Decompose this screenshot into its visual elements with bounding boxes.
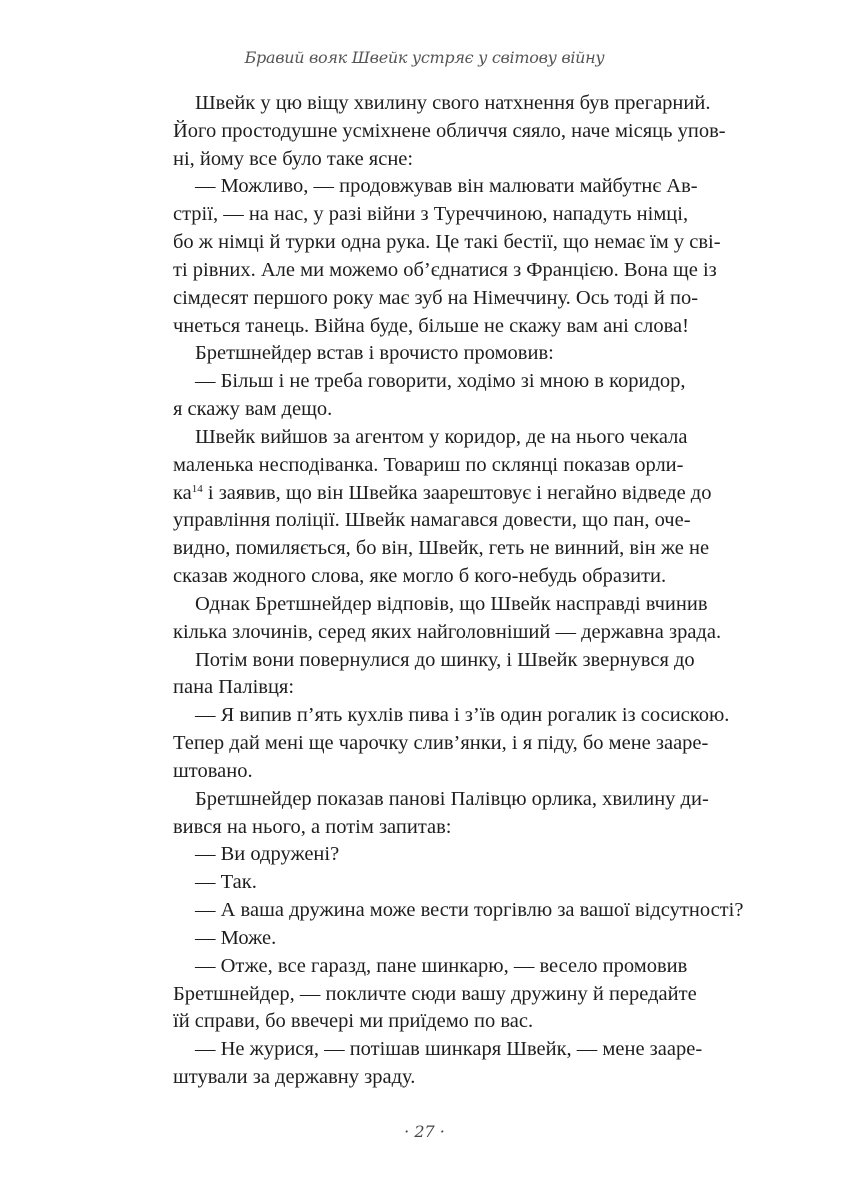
text-line: — Можливо, — продовжував він малювати майбутнє Ав-	[195, 175, 698, 198]
text-line: Бретшнейдер, — покличте сюди вашу дружину й передайте	[173, 982, 697, 1005]
text-line: чнеться танець. Війна буде, більше не скажу вам ані слова!	[173, 314, 689, 337]
text-line: — Так.	[195, 871, 257, 894]
text-line: Потім вони повернулися до шинку, і Швейк звернувся до	[195, 648, 695, 671]
text-line: Бретшнейдер показав панові Палівцю орлика, хвилину ди-	[195, 787, 709, 810]
body-text	[173, 90, 744, 1092]
text-line: Швейк у цю віщу хвилину свого натхнення був прегарний.	[195, 92, 711, 114]
running-head: Бравий вояк Швейк устряє у світову війну	[244, 48, 605, 67]
text-line: видно, помиляється, бо він, Швейк, геть не винний, він же не	[173, 537, 710, 560]
text-line: маленька несподіванка. Товариш по склянці показав орли-	[173, 453, 684, 476]
text-line: стрії, — на нас, у разі війни з Туреччиною, нападуть німці,	[173, 203, 689, 226]
text-line: Його простодушне усміхнене обличчя сяяло, наче місяць упов-	[173, 119, 726, 142]
text-line: я скажу вам дещо.	[173, 398, 333, 421]
text-line: сімдесят першого року має зуб на Німеччину. Ось тоді й по-	[173, 286, 699, 309]
text-line: управління поліції. Швейк намагався довести, що пан, оче-	[173, 509, 691, 532]
text-line: — Отже, все гаразд, пане шинкарю, — весело промовив	[195, 954, 688, 977]
text-line: пана Палівця:	[173, 676, 295, 699]
text-line: — Більш і не треба говорити, ходімо зі мною в коридор,	[195, 370, 686, 393]
text-line: — Я випив п’ять кухлів пива і з’їв один рогалик із сосискою.	[195, 704, 730, 727]
page-number: · 27 ·	[404, 1122, 445, 1141]
text-line: бо ж німці й турки одна рука. Це такі бестії, що немає їм у сві-	[173, 231, 721, 254]
text-line: Бретшнейдер встав і врочисто промовив:	[195, 342, 554, 365]
text-line: Швейк вийшов за агентом у коридор, де на нього чекала	[195, 425, 688, 448]
text-line: — Може.	[195, 926, 277, 949]
text-line: сказав жодного слова, яке могло б кого-небудь образити.	[173, 565, 667, 588]
text-line: — Ви одружені?	[195, 843, 340, 866]
text-line: штували за державну зраду.	[173, 1065, 416, 1088]
text-line	[173, 480, 712, 508]
text-line: — Не журися, — потішав шинкаря Швейк, — мене зааре-	[195, 1038, 703, 1061]
text-line: Тепер дай мені ще чарочку слив’янки, і я піду, бо мене зааре-	[173, 732, 709, 755]
text-line: Однак Бретшнейдер відповів, що Швейк насправді вчинив	[195, 592, 708, 615]
text-line: штовано.	[173, 759, 253, 782]
text-fragment: ка	[173, 481, 192, 504]
text-line: — А ваша дружина може вести торгівлю за вашої відсутності?	[195, 899, 744, 922]
footnote-reference[interactable]: 14	[191, 482, 203, 495]
text-line: ті рівних. Але ми можемо об’єднатися з Францією. Вона ще із	[173, 258, 717, 281]
text-line: вився на нього, а потім запитав:	[173, 815, 452, 838]
text-line: ні, йому все було таке ясне:	[173, 147, 414, 170]
text-fragment: і заявив, що він Швейка заарештовує і негайно відведе до	[202, 481, 712, 504]
text-line: кілька злочинів, серед яких найголовніший — державна зрада.	[173, 620, 722, 643]
text-line: їй справи, бо ввечері ми приїдемо по вас.	[173, 1010, 534, 1033]
